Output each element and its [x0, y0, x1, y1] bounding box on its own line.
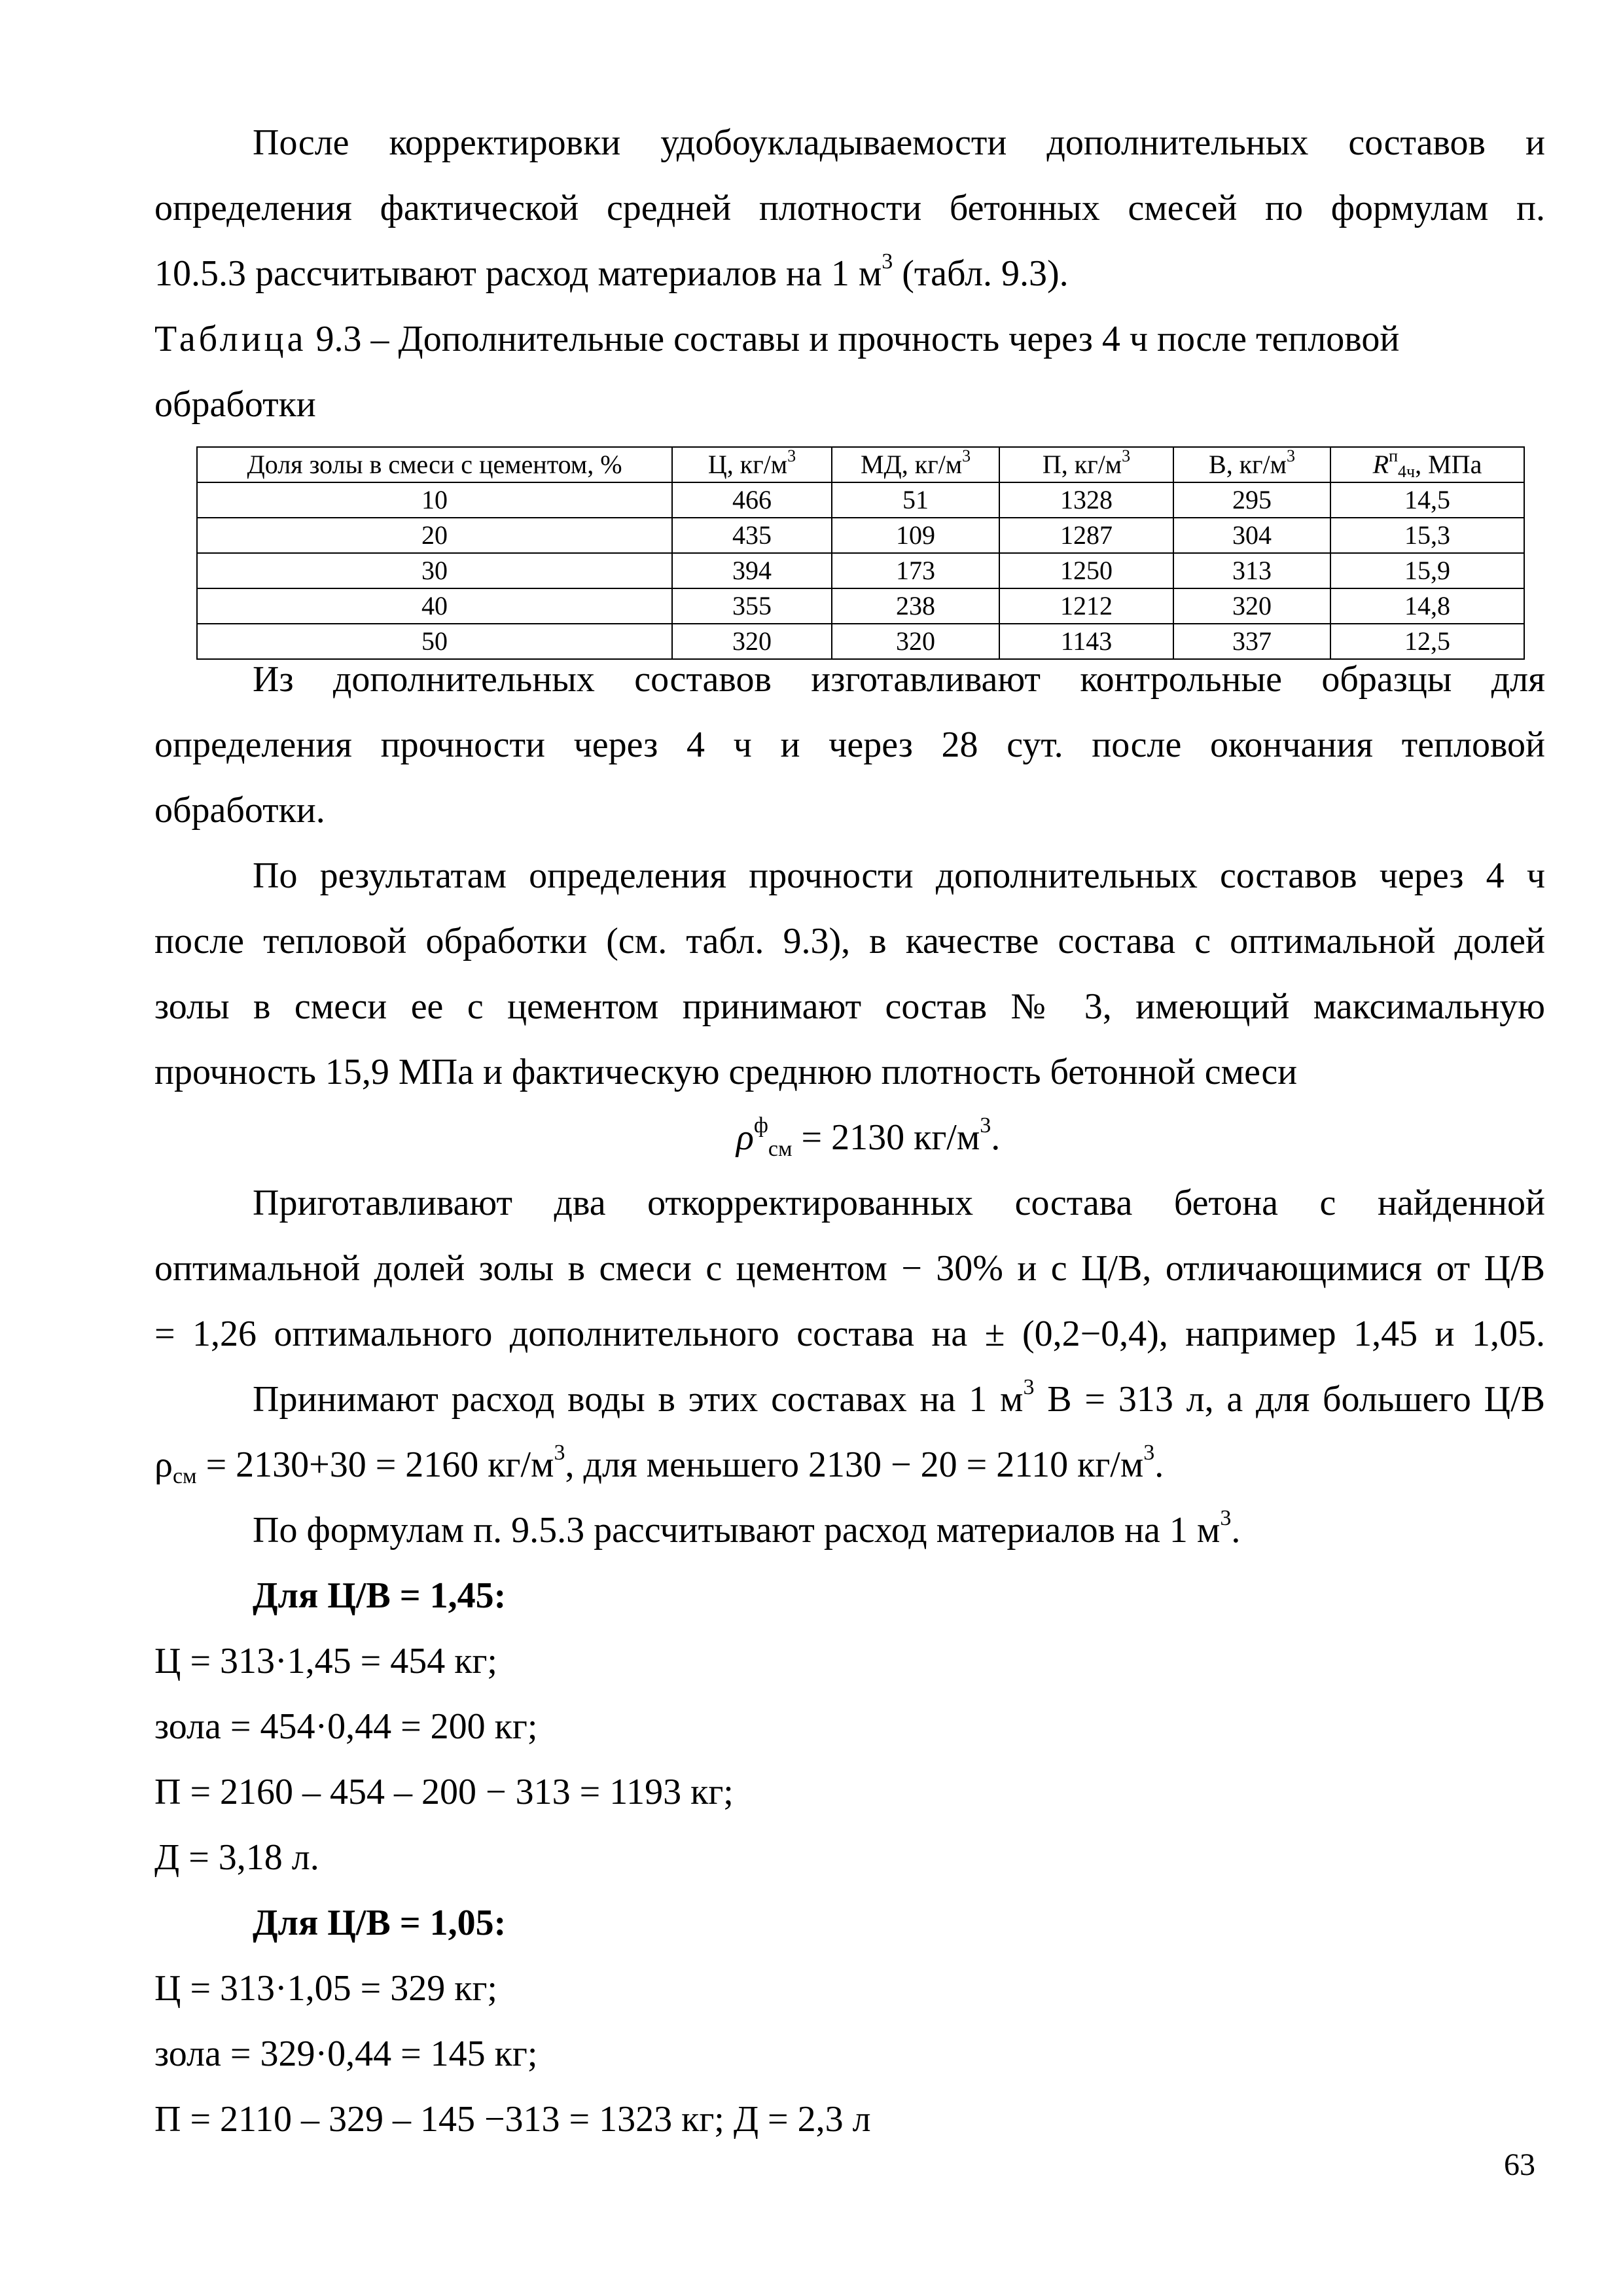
cell: 1250 — [999, 553, 1173, 588]
cell: 1143 — [999, 624, 1173, 659]
cell: 1328 — [999, 482, 1173, 518]
paragraph-3-line-2: после тепловой обработки (см. табл. 9.3), в качестве состава с оптимальной долей — [154, 921, 1545, 961]
calc2-heading: Для Ц/В = 1,05: — [253, 1903, 507, 1943]
calc2-ash: зола = 329·0,44 = 145 кг; — [154, 2034, 538, 2074]
header-water: В, $кг/м^3$ — [1173, 447, 1330, 482]
paragraph-2-line-2: определения прочности через 4 ч и через 28 сут. после окончания тепловой — [154, 725, 1545, 765]
calc1-sand: П = 2160 – 454 – 200 − 313 = 1193 кг; — [154, 1772, 734, 1812]
cell: 320 — [1173, 588, 1330, 624]
composition-table — [196, 446, 1525, 660]
paragraph-4-line-2: оптимальной долей золы в смеси с цементом − 30% и с Ц/В, отличающимися от Ц/В — [154, 1248, 1545, 1289]
cell: 320 — [832, 624, 999, 659]
cell: 15,9 — [1330, 553, 1524, 588]
cell: 337 — [1173, 624, 1330, 659]
cell: 30 — [197, 553, 672, 588]
paragraph-1-line-3: 10.5.3 рассчитывают расход материалов на 1 $м^3$ (табл. 9.3). — [154, 249, 1069, 294]
cell: 295 — [1173, 482, 1330, 518]
table-row — [197, 518, 1524, 553]
cell: 1212 — [999, 588, 1173, 624]
cell: 238 — [832, 588, 999, 624]
table-row — [197, 588, 1524, 624]
calc1-heading: Для Ц/В = 1,45: — [253, 1575, 507, 1616]
table-row — [197, 624, 1524, 659]
cell: 14,8 — [1330, 588, 1524, 624]
cell: 435 — [672, 518, 832, 553]
calc1-ash: зола = 454·0,44 = 200 кг; — [154, 1706, 538, 1747]
calc1-cement: Ц = 313·1,45 = 454 кг; — [154, 1641, 497, 1681]
table-row — [197, 482, 1524, 518]
paragraph-6: По формулам п. 9.5.3 рассчитывают расход материалов на 1 $м^3$. — [253, 1506, 1241, 1551]
cell: 51 — [832, 482, 999, 518]
cell: 12,5 — [1330, 624, 1524, 659]
cell: 394 — [672, 553, 832, 588]
paragraph-4-line-3: = 1,26 оптимального дополнительного состава на ± (0,2−0,4), например 1,45 и 1,05. — [154, 1314, 1545, 1354]
cell: 355 — [672, 588, 832, 624]
cell: 109 — [832, 518, 999, 553]
paragraph-3-line-4: прочность 15,9 МПа и фактическую среднюю плотность бетонной смеси — [154, 1052, 1298, 1092]
header-cement: Ц, $кг/м^3$ — [672, 447, 832, 482]
paragraph-4-line-1: Приготавливают два откорректированных состава бетона с найденной — [253, 1183, 1545, 1223]
table-caption-label: Таблица — [154, 319, 307, 359]
cell: 320 — [672, 624, 832, 659]
paragraph-2-line-1: Из дополнительных составов изготавливают контрольные образцы для — [253, 659, 1545, 700]
header-sand: П, $кг/м^3$ — [999, 447, 1173, 482]
cell: 466 — [672, 482, 832, 518]
cell: 40 — [197, 588, 672, 624]
paragraph-3-line-1: По результатам определения прочности дополнительных составов через 4 ч — [253, 855, 1545, 896]
table-header-row — [197, 447, 1524, 482]
cell: 20 — [197, 518, 672, 553]
paragraph-1-line-2: определения фактической средней плотности бетонных смесей по формулам п. — [154, 188, 1545, 228]
calc2-sand-additive: П = 2110 – 329 – 145 −313 = 1323 кг; Д = 2,3 л — [154, 2099, 871, 2140]
paragraph-5-line-1: Принимают расход воды в этих составах на 1 $м^3$ В = 313 л, а для большего Ц/В — [253, 1375, 1545, 1420]
paragraph-3-line-3: золы в смеси ее с цементом принимают состав № 3, имеющий максимальную — [154, 986, 1545, 1027]
paragraph-1-line-1: После корректировки удобоукладываемости дополнительных составов и — [253, 122, 1545, 163]
header-md: МД, $кг/м^3$ — [832, 447, 999, 482]
cell: 304 — [1173, 518, 1330, 553]
header-strength: $R^п_{4ч}$, МПа — [1330, 447, 1524, 482]
calc2-cement: Ц = 313·1,05 = 329 кг; — [154, 1968, 497, 2009]
cell: 50 — [197, 624, 672, 659]
header-ash-share: Доля золы в смеси с цементом, % — [197, 447, 672, 482]
cell: 313 — [1173, 553, 1330, 588]
cell: 15,3 — [1330, 518, 1524, 553]
table-caption-continuation: обработки — [154, 384, 316, 425]
table-caption: Таблица 9.3 – Дополнительные составы и прочность через 4 ч после тепловой — [154, 319, 1400, 359]
cell: 1287 — [999, 518, 1173, 553]
calc1-additive: Д = 3,18 л. — [154, 1837, 319, 1878]
paragraph-5-line-2: $\rho_{см} = 2130+30 = 2160$ $кг/м^3$, для меньшего 2130 − 20 = 2110 $кг/м^3$. — [154, 1441, 1164, 1488]
page-number: 63 — [1504, 2147, 1535, 2182]
cell: 14,5 — [1330, 482, 1524, 518]
density-formula: $\rho^ф_{см} = 2130$ $кг/м^3$. — [736, 1113, 1001, 1161]
paragraph-2-line-3: обработки. — [154, 790, 325, 831]
table-row — [197, 553, 1524, 588]
cell: 173 — [832, 553, 999, 588]
cell: 10 — [197, 482, 672, 518]
